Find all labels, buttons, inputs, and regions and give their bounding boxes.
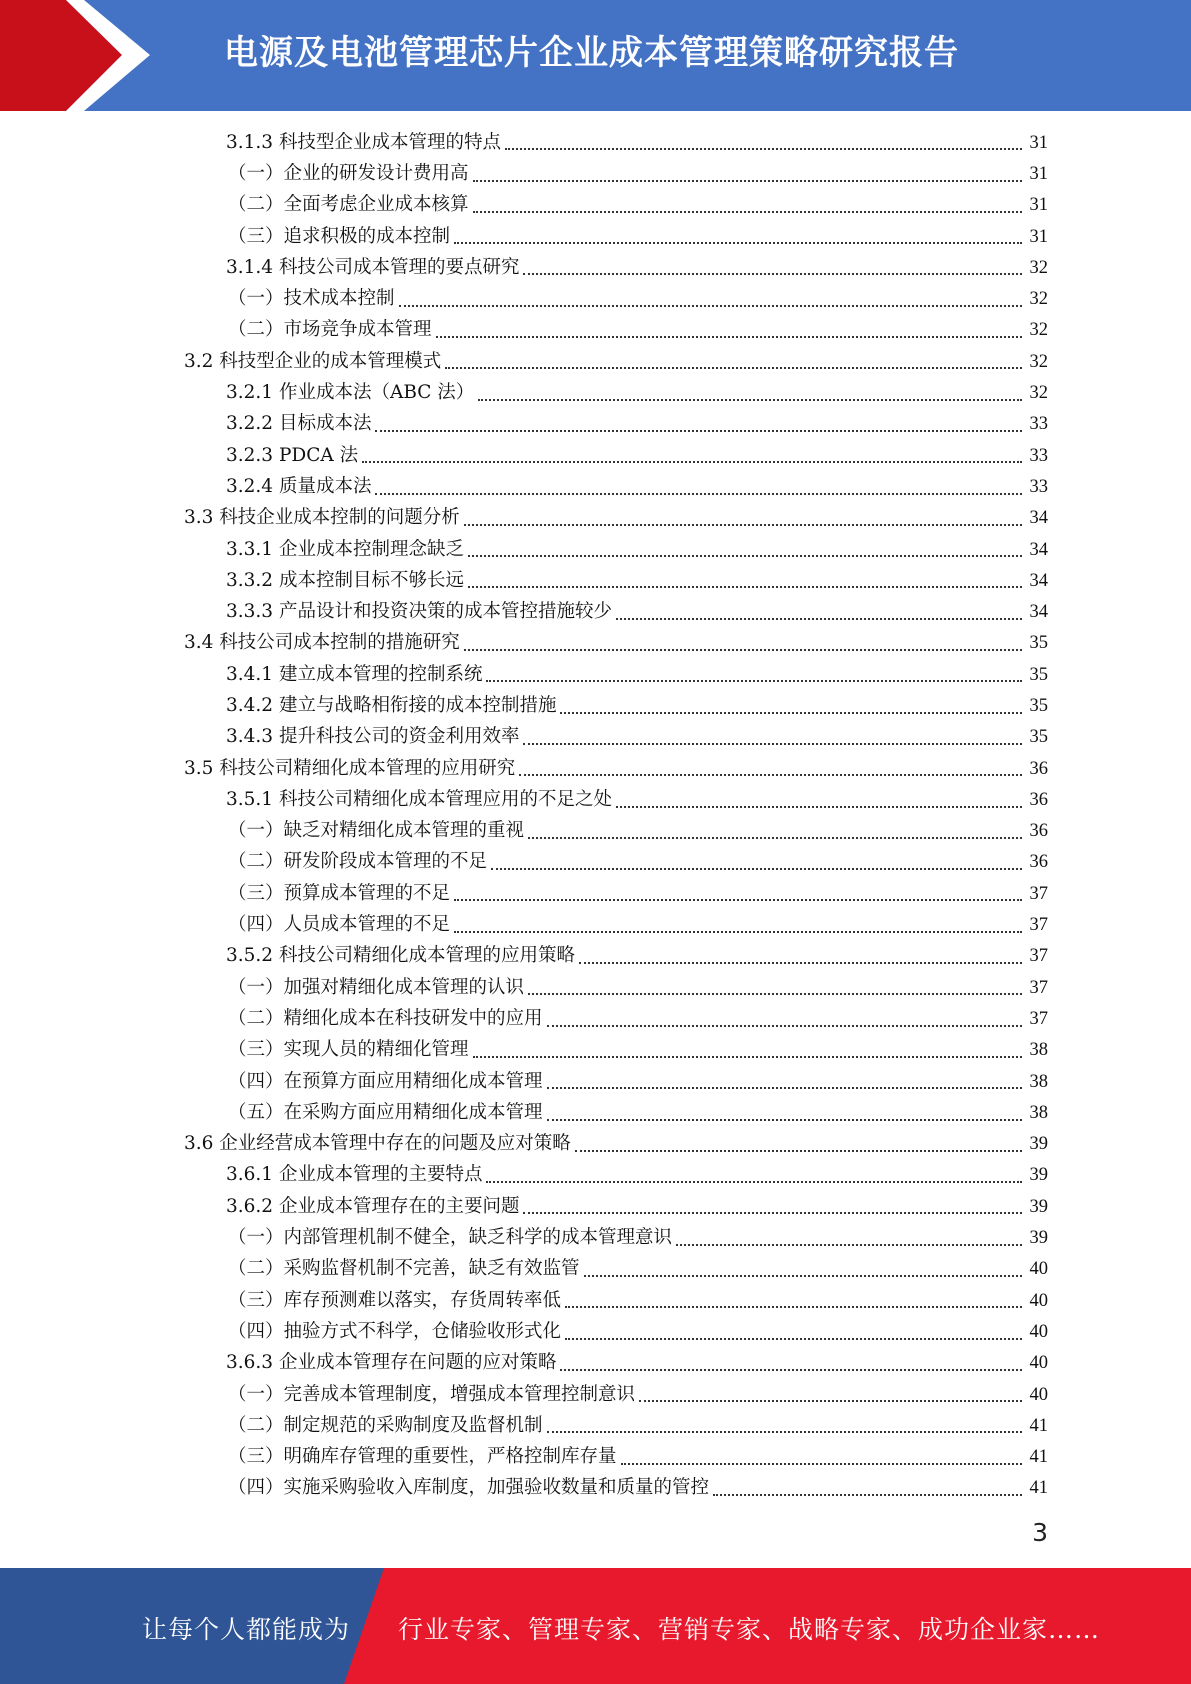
toc-entry-page: 40 <box>1029 1384 1048 1405</box>
toc-dot-leader <box>445 367 1022 369</box>
toc-entry[interactable] <box>0 252 1191 283</box>
toc-entry[interactable] <box>0 972 1191 1003</box>
toc-entry[interactable] <box>0 1379 1191 1410</box>
toc-dot-leader <box>575 1150 1022 1152</box>
toc-entry-title: 3.6.2 企业成本管理存在的主要问题 <box>226 1195 520 1217</box>
toc-dot-leader <box>505 148 1022 150</box>
toc-entry-page: 39 <box>1029 1228 1048 1249</box>
toc-entry-title: （一）加强对精细化成本管理的认识 <box>228 976 525 998</box>
toc-entry-title: （二）研发阶段成本管理的不足 <box>228 851 488 873</box>
toc-entry-title: 3.4 科技公司成本控制的措施研究 <box>184 632 460 654</box>
toc-entry-title: （一）完善成本管理制度，增强成本管理控制意识 <box>228 1383 636 1405</box>
toc-entry[interactable] <box>0 377 1191 408</box>
toc-dot-leader <box>375 493 1022 495</box>
toc-entry[interactable] <box>0 722 1191 753</box>
toc-entry-page: 41 <box>1029 1415 1048 1436</box>
toc-entry[interactable] <box>0 127 1191 158</box>
toc-entry[interactable] <box>0 221 1191 252</box>
toc-entry[interactable] <box>0 909 1191 940</box>
toc-dot-leader <box>547 1025 1022 1027</box>
toc-entry-title: 3.3.1 企业成本控制理念缺乏 <box>226 538 464 560</box>
toc-entry-title: 3.3.3 产品设计和投资决策的成本管控措施较少 <box>226 601 612 623</box>
toc-entry-title: 3.2.3 PDCA 法 <box>226 444 359 466</box>
toc-dot-leader <box>523 743 1022 745</box>
toc-dot-leader <box>565 1306 1022 1308</box>
toc-entry-page: 40 <box>1029 1290 1048 1311</box>
toc-entry[interactable] <box>0 1035 1191 1066</box>
toc-entry-page: 39 <box>1029 1196 1048 1217</box>
toc-entry-page: 40 <box>1029 1321 1048 1342</box>
toc-entry-page: 36 <box>1029 758 1048 779</box>
toc-entry-page: 35 <box>1029 664 1048 685</box>
toc-entry-page: 32 <box>1029 383 1048 404</box>
toc-entry-title: （二）全面考虑企业成本核算 <box>228 194 469 216</box>
toc-entry[interactable] <box>0 628 1191 659</box>
toc-dot-leader <box>579 962 1022 964</box>
toc-entry-title: 3.1.3 科技型企业成本管理的特点 <box>226 131 501 153</box>
toc-entry[interactable] <box>0 1066 1191 1097</box>
toc-entry-title: （四）实施采购验收入库制度，加强验收数量和质量的管控 <box>228 1477 710 1499</box>
toc-entry-page: 39 <box>1029 1134 1048 1155</box>
toc-entry-title: （四）人员成本管理的不足 <box>228 914 451 936</box>
toc-entry-title: （二）市场竞争成本管理 <box>228 319 432 341</box>
toc-entry[interactable] <box>0 1003 1191 1034</box>
toc-entry[interactable] <box>0 440 1191 471</box>
toc-entry[interactable] <box>0 847 1191 878</box>
toc-entry-page: 31 <box>1029 132 1048 153</box>
header-arrow-decoration <box>0 0 160 111</box>
toc-entry[interactable] <box>0 1129 1191 1160</box>
toc-dot-leader <box>454 931 1022 933</box>
toc-entry-title: （五）在采购方面应用精细化成本管理 <box>228 1101 543 1123</box>
toc-dot-leader <box>565 1338 1022 1340</box>
toc-dot-leader <box>560 1369 1022 1371</box>
toc-entry-title: 3.6.3 企业成本管理存在问题的应对策略 <box>226 1352 557 1374</box>
toc-dot-leader <box>464 524 1022 526</box>
toc-entry-title: （三）明确库存管理的重要性，严格控制库存量 <box>228 1446 617 1468</box>
toc-entry[interactable] <box>0 565 1191 596</box>
toc-dot-leader <box>713 1494 1022 1496</box>
toc-entry[interactable] <box>0 1254 1191 1285</box>
toc-entry-title: 3.4.1 建立成本管理的控制系统 <box>226 663 483 685</box>
toc-dot-leader <box>478 399 1022 401</box>
toc-entry[interactable] <box>0 878 1191 909</box>
toc-entry-page: 34 <box>1029 539 1048 560</box>
toc-entry[interactable] <box>0 659 1191 690</box>
toc-entry-title: 3.2.4 质量成本法 <box>226 475 372 497</box>
toc-entry-title: （二）制定规范的采购制度及监督机制 <box>228 1414 543 1436</box>
toc-entry-page: 38 <box>1029 1071 1048 1092</box>
toc-entry-page: 37 <box>1029 1008 1048 1029</box>
toc-entry-title: 3.4.3 提升科技公司的资金利用效率 <box>226 726 520 748</box>
toc-entry-page: 34 <box>1029 602 1048 623</box>
toc-entry-page: 40 <box>1029 1353 1048 1374</box>
toc-entry-page: 41 <box>1029 1478 1048 1499</box>
toc-entry-page: 37 <box>1029 977 1048 998</box>
toc-entry[interactable] <box>0 503 1191 534</box>
toc-dot-leader <box>454 899 1022 901</box>
toc-entry-title: 3.5.1 科技公司精细化成本管理应用的不足之处 <box>226 788 612 810</box>
toc-dot-leader <box>547 1119 1022 1121</box>
toc-dot-leader <box>547 1431 1022 1433</box>
toc-entry-title: （三）实现人员的精细化管理 <box>228 1039 469 1061</box>
toc-entry[interactable] <box>0 1222 1191 1253</box>
toc-entry-page: 38 <box>1029 1102 1048 1123</box>
footer-slogan-left: 让每个人都能成为 <box>142 1615 351 1644</box>
toc-entry[interactable] <box>0 158 1191 189</box>
toc-dot-leader <box>523 273 1022 275</box>
toc-dot-leader <box>560 712 1022 714</box>
toc-entry-title: （二）精细化成本在科技研发中的应用 <box>228 1007 543 1029</box>
toc-dot-leader <box>399 305 1022 307</box>
toc-entry-page: 31 <box>1029 163 1048 184</box>
toc-entry-page: 31 <box>1029 226 1048 247</box>
toc-entry-page: 35 <box>1029 695 1048 716</box>
toc-dot-leader <box>491 868 1022 870</box>
document-title: 电源及电池管理芯片企业成本管理策略研究报告 <box>224 33 959 73</box>
toc-entry-page: 32 <box>1029 257 1048 278</box>
toc-dot-leader <box>473 1056 1022 1058</box>
toc-dot-leader <box>473 180 1022 182</box>
toc-entry-page: 32 <box>1029 289 1048 310</box>
toc-entry-page: 35 <box>1029 633 1048 654</box>
toc-dot-leader <box>519 774 1022 776</box>
toc-entry-title: （四）在预算方面应用精细化成本管理 <box>228 1070 543 1092</box>
toc-entry-page: 33 <box>1029 414 1048 435</box>
toc-entry[interactable] <box>0 1316 1191 1347</box>
toc-entry[interactable] <box>0 346 1191 377</box>
toc-entry-title: 3.6.1 企业成本管理的主要特点 <box>226 1164 483 1186</box>
toc-entry-title: 3.4.2 建立与战略相衔接的成本控制措施 <box>226 694 557 716</box>
toc-dot-leader <box>584 1275 1022 1277</box>
toc-entry[interactable] <box>0 1410 1191 1441</box>
toc-dot-leader <box>464 649 1022 651</box>
toc-entry[interactable] <box>0 941 1191 972</box>
toc-entry[interactable] <box>0 1285 1191 1316</box>
toc-dot-leader <box>523 1212 1022 1214</box>
toc-dot-leader <box>547 1087 1022 1089</box>
toc-entry-page: 37 <box>1029 946 1048 967</box>
toc-entry-page: 31 <box>1029 195 1048 216</box>
toc-dot-leader <box>468 555 1022 557</box>
toc-entry-page: 36 <box>1029 789 1048 810</box>
toc-entry-page: 36 <box>1029 821 1048 842</box>
toc-entry-page: 37 <box>1029 915 1048 936</box>
toc-entry-page: 33 <box>1029 476 1048 497</box>
toc-entry-title: 3.5.2 科技公司精细化成本管理的应用策略 <box>226 945 575 967</box>
toc-entry-page: 36 <box>1029 852 1048 873</box>
toc-entry-page: 33 <box>1029 445 1048 466</box>
toc-dot-leader <box>375 430 1022 432</box>
toc-entry[interactable] <box>0 409 1191 440</box>
toc-entry-title: 3.3.2 成本控制目标不够长远 <box>226 569 464 591</box>
toc-dot-leader <box>436 336 1022 338</box>
toc-entry-page: 32 <box>1029 351 1048 372</box>
toc-entry[interactable] <box>0 1473 1191 1504</box>
page-number: 3 <box>1032 1518 1048 1547</box>
toc-dot-leader <box>473 211 1022 213</box>
toc-entry[interactable] <box>0 1097 1191 1128</box>
toc-dot-leader <box>362 461 1022 463</box>
toc-dot-leader <box>616 618 1022 620</box>
toc-entry-title: （三）追求积极的成本控制 <box>228 225 451 247</box>
toc-entry[interactable] <box>0 283 1191 314</box>
toc-entry-title: （三）库存预测难以落实，存货周转率低 <box>228 1289 562 1311</box>
toc-entry-title: （二）采购监督机制不完善，缺乏有效监管 <box>228 1258 580 1280</box>
toc-entry-page: 35 <box>1029 727 1048 748</box>
toc-dot-leader <box>468 586 1022 588</box>
toc-entry-title: （一）缺乏对精细化成本管理的重视 <box>228 820 525 842</box>
toc-entry-title: （一）技术成本控制 <box>228 288 395 310</box>
toc-dot-leader <box>486 1181 1022 1183</box>
toc-entry-title: 3.6 企业经营成本管理中存在的问题及应对策略 <box>184 1133 571 1155</box>
toc-entry-title: 3.5 科技公司精细化成本管理的应用研究 <box>184 757 516 779</box>
footer-banner <box>0 1568 1191 1684</box>
toc-entry-title: 3.1.4 科技公司成本管理的要点研究 <box>226 256 520 278</box>
toc-entry[interactable] <box>0 1191 1191 1222</box>
toc-entry[interactable] <box>0 690 1191 721</box>
toc-entry[interactable] <box>0 315 1191 346</box>
toc-entry-title: 3.3 科技企业成本控制的问题分析 <box>184 507 460 529</box>
toc-entry-page: 34 <box>1029 570 1048 591</box>
toc-entry-page: 32 <box>1029 320 1048 341</box>
toc-entry-page: 39 <box>1029 1165 1048 1186</box>
toc-entry[interactable] <box>0 784 1191 815</box>
table-of-contents <box>0 127 1191 1504</box>
toc-entry-title: （四）抽验方式不科学，仓储验收形式化 <box>228 1320 562 1342</box>
toc-entry-title: 3.2 科技型企业的成本管理模式 <box>184 350 442 372</box>
toc-entry[interactable] <box>0 1348 1191 1379</box>
toc-entry-page: 34 <box>1029 508 1048 529</box>
toc-entry-title: （一）企业的研发设计费用高 <box>228 162 469 184</box>
toc-entry[interactable] <box>0 753 1191 784</box>
toc-entry[interactable] <box>0 190 1191 221</box>
header-banner <box>0 0 1191 111</box>
toc-entry-title: 3.2.1 作业成本法（ABC 法） <box>226 382 475 404</box>
toc-dot-leader <box>486 680 1022 682</box>
toc-dot-leader <box>454 242 1022 244</box>
toc-dot-leader <box>639 1400 1022 1402</box>
toc-entry-page: 40 <box>1029 1259 1048 1280</box>
toc-dot-leader <box>621 1463 1022 1465</box>
toc-entry-page: 38 <box>1029 1040 1048 1061</box>
toc-entry[interactable] <box>0 1441 1191 1472</box>
toc-entry-page: 37 <box>1029 883 1048 904</box>
toc-entry[interactable] <box>0 816 1191 847</box>
toc-dot-leader <box>616 806 1022 808</box>
footer-slogan-right: 行业专家、管理专家、营销专家、战略专家、成功企业家…… <box>398 1615 1101 1644</box>
toc-entry-title: 3.2.2 目标成本法 <box>226 413 372 435</box>
toc-entry-title: （三）预算成本管理的不足 <box>228 882 451 904</box>
toc-entry[interactable] <box>0 471 1191 502</box>
toc-entry-page: 41 <box>1029 1447 1048 1468</box>
toc-dot-leader <box>528 993 1022 995</box>
toc-entry[interactable] <box>0 534 1191 565</box>
toc-dot-leader <box>528 837 1022 839</box>
toc-entry[interactable] <box>0 1160 1191 1191</box>
toc-dot-leader <box>676 1244 1022 1246</box>
toc-entry-title: （一）内部管理机制不健全，缺乏科学的成本管理意识 <box>228 1227 673 1249</box>
toc-entry[interactable] <box>0 596 1191 627</box>
